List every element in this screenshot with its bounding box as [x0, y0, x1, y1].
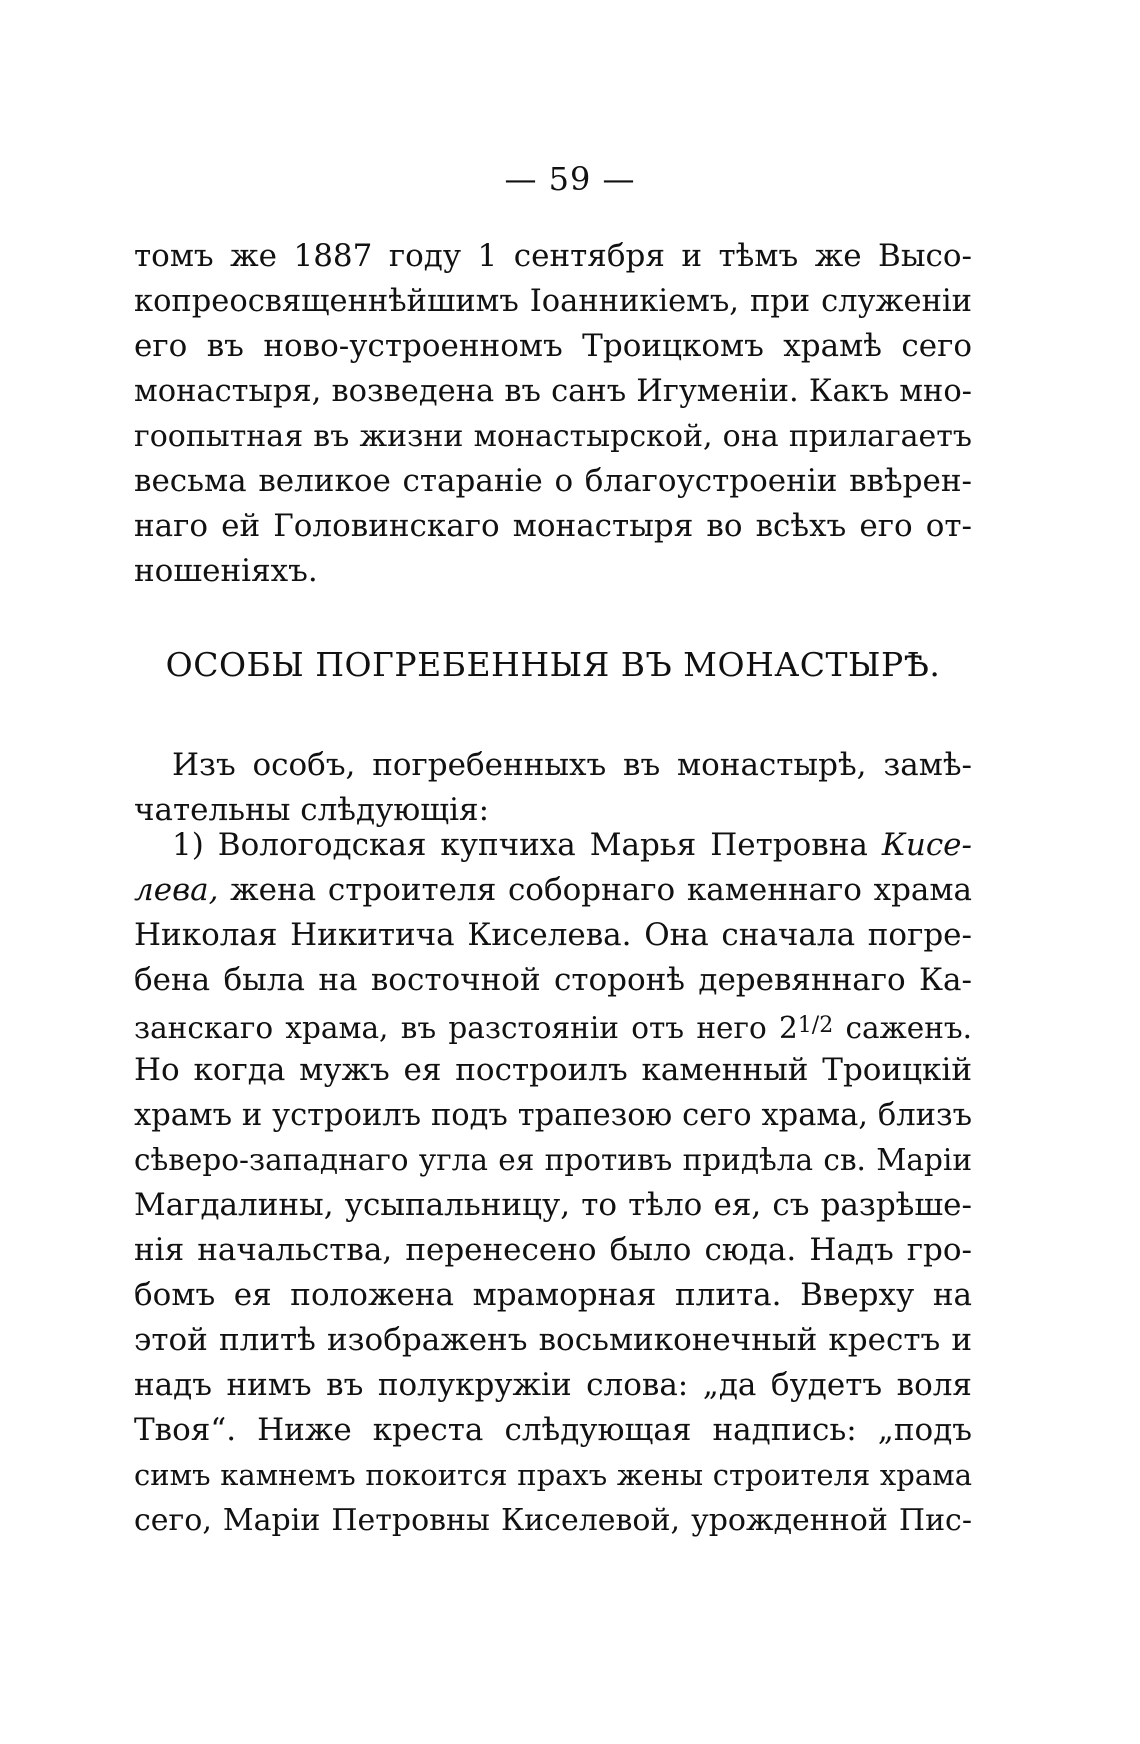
text-line: нія начальства, перенесено было сюда. Надъ гро-	[134, 1232, 972, 1268]
italic-name: лева,	[134, 872, 219, 908]
text-line: копреосвященнѣйшимъ Іоанникіемъ, при служеніи	[134, 284, 972, 319]
text-line: симъ камнемъ покоится прахъ жены строителя храма	[134, 1458, 972, 1492]
text-line: гоопытная въ жизни монастырской, она прилагаетъ	[134, 419, 972, 454]
text-line: бомъ ея положена мраморная плита. Вверху на	[134, 1277, 972, 1313]
text-line: наго ей Головинскаго монастыря во всѣхъ его от-	[134, 508, 972, 544]
text-line: Твоя“. Ниже креста слѣдующая надпись: „подъ	[134, 1412, 972, 1448]
text-line: Но когда мужъ ея построилъ каменный Троицкій	[134, 1052, 972, 1088]
italic-name: Кисе-	[881, 827, 972, 863]
section-heading: ОСОБЫ ПОГРЕБЕННЫЯ ВЪ МОНАСТЫРѢ.	[165, 645, 941, 684]
text-line: сѣверо-западнаго угла ея противъ придѣла св. Маріи	[134, 1143, 972, 1177]
text-segment: жена строителя соборнаго каменнаго храма	[218, 872, 972, 908]
text-line	[134, 868, 972, 913]
text-line: храмъ и устроилъ подъ трапезою сего храма, близъ	[134, 1098, 972, 1133]
paragraph-1	[134, 234, 972, 594]
text-line: монастыря, возведена въ санъ Игуменіи. Какъ мно-	[134, 374, 972, 409]
text-line: сего, Маріи Петровны Киселевой, урожденной Пис-	[134, 1503, 972, 1538]
text-line	[134, 823, 972, 868]
text-segment: занскаго храма, въ разстояніи отъ него 2	[134, 1011, 798, 1045]
text-segment: саженъ.	[833, 1011, 972, 1045]
text-line: Изъ особъ, погребенныхъ въ монастырѣ, замѣ-	[172, 747, 972, 783]
text-line: Николая Никитича Киселева. Она сначала погре-	[134, 917, 972, 953]
text-line	[134, 1003, 972, 1048]
paragraph-2	[134, 743, 972, 833]
text-line: весьма великое стараніе о благоустроеніи ввѣрен-	[134, 463, 972, 499]
text-line: томъ же 1887 году 1 сентября и тѣмъ же Высо-	[134, 238, 972, 274]
paragraph-3	[134, 823, 972, 1543]
text-line: Магдалины, усыпальницу, то тѣло ея, съ разрѣше-	[134, 1187, 972, 1223]
text-line: ношеніяхъ.	[134, 553, 318, 589]
text-line: его въ ново-устроенномъ Троицкомъ храмѣ сего	[134, 328, 972, 364]
text-line: чательны слѣдующія:	[134, 792, 490, 828]
fraction: 1/2	[797, 1013, 834, 1038]
text-segment: 1) Вологодская купчиха Марья Петровна	[172, 827, 882, 863]
text-line: надъ нимъ въ полукружіи слова: „да будетъ воля	[134, 1367, 972, 1403]
page-number: — 59 —	[504, 160, 636, 198]
text-line: бена была на восточной сторонѣ деревяннаго Ка-	[134, 962, 972, 998]
text-line: этой плитѣ изображенъ восьмиконечный крестъ и	[134, 1322, 972, 1358]
